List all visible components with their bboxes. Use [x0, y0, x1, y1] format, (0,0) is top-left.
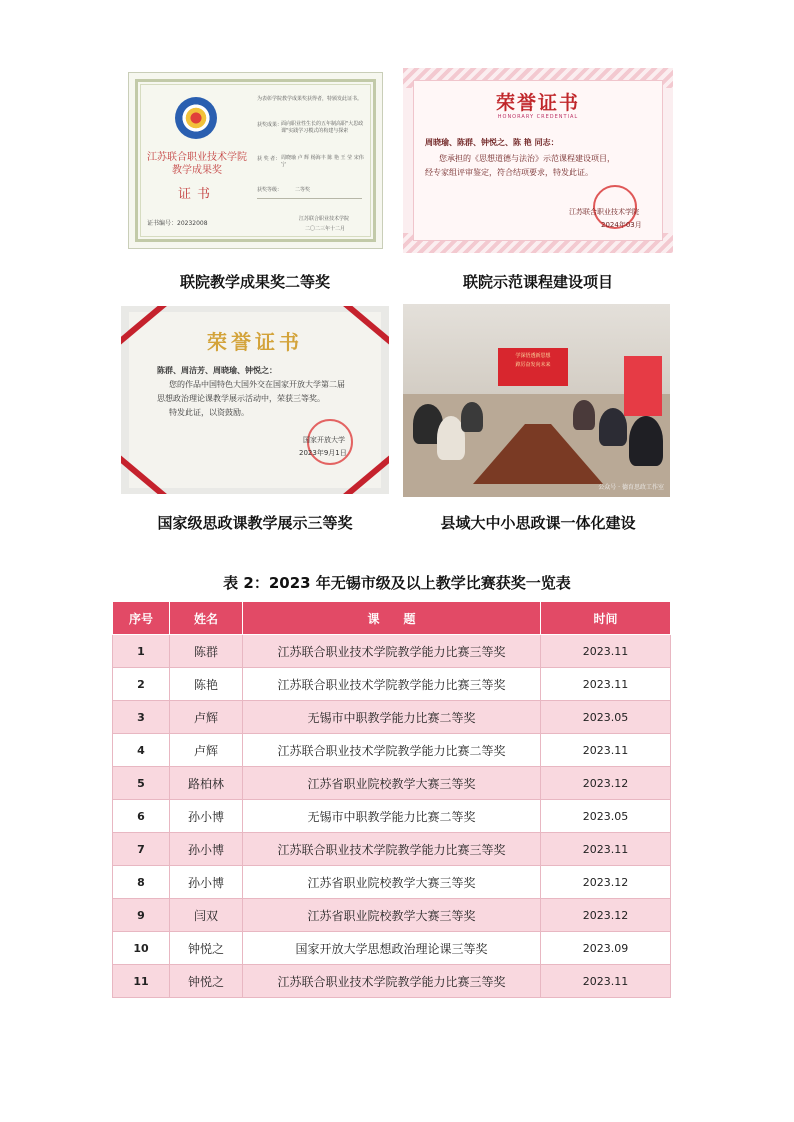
field2-value: 周晓瑜 卢 辉 杨海丰 陈 艳 王 莹 宋伟宁 — [281, 155, 364, 168]
certificate-org — [145, 151, 249, 177]
cell-topic: 国家开放大学思想政治理论课三等奖 — [243, 932, 541, 965]
certificate-date: 二〇二三年十二月 — [305, 226, 346, 232]
cell-no: 2 — [113, 668, 170, 701]
cell-name: 陈群 — [170, 635, 243, 668]
certificate-body-1: 您承担的《思想道德与法治》示范课程建设项目， — [439, 154, 615, 163]
cell-date: 2023.11 — [541, 965, 671, 998]
cell-date: 2023.11 — [541, 668, 671, 701]
cell-date: 2023.11 — [541, 833, 671, 866]
header-topic: 课 题 — [243, 602, 541, 635]
cell-date: 2023.12 — [541, 899, 671, 932]
header-name: 姓名 — [170, 602, 243, 635]
red-standee — [624, 356, 662, 416]
photo-watermark: 公众号 · 德育思政工作室 — [598, 484, 664, 491]
demonstration-course-certificate-image — [403, 68, 673, 253]
cell-no: 11 — [113, 965, 170, 998]
cell-topic: 江苏省职业院校教学大赛三等奖 — [243, 866, 541, 899]
cell-name: 陈艳 — [170, 668, 243, 701]
certificate-names: 周晓瑜、陈群、钟悦之、陈 艳 同志： — [425, 138, 559, 147]
table-row — [113, 734, 671, 767]
certificate-title: 荣誉证书 — [207, 330, 303, 354]
image-caption-1: 联院教学成果奖二等奖 — [179, 273, 330, 291]
cell-topic: 江苏联合职业技术学院教学能力比赛三等奖 — [243, 965, 541, 998]
table-row — [113, 866, 671, 899]
cell-name: 卢辉 — [170, 734, 243, 767]
table-row — [113, 668, 671, 701]
table-row — [113, 800, 671, 833]
table-row — [113, 701, 671, 734]
teaching-achievement-certificate-image — [128, 72, 383, 249]
cell-no: 1 — [113, 635, 170, 668]
certificate-body-2: 经专家组评审鉴定，符合结项要求，特发此证。 — [425, 168, 593, 177]
certificate-date: 2023年9月1日 — [299, 449, 347, 457]
cell-topic: 江苏联合职业技术学院教学能力比赛二等奖 — [243, 734, 541, 767]
cell-topic: 江苏省职业院校教学大赛三等奖 — [243, 767, 541, 800]
awards-table-body — [113, 635, 671, 998]
table-row — [113, 635, 671, 668]
table-row — [113, 932, 671, 965]
cell-name: 孙小博 — [170, 833, 243, 866]
certificate-body-2: 思想政治理论课教学展示活动中，荣获三等奖。 — [157, 394, 325, 403]
cell-date: 2023.05 — [541, 800, 671, 833]
banner-line1: 学深悟透新思想 — [515, 353, 551, 359]
cell-topic: 无锡市中职教学能力比赛二等奖 — [243, 800, 541, 833]
attendee — [461, 402, 483, 432]
table-row — [113, 899, 671, 932]
table-row — [113, 965, 671, 998]
awards-table — [112, 601, 671, 998]
college-logo-icon — [175, 97, 217, 139]
field1-value: 面向职业性生长的五年制高职"大思政课"实践学习模式的构建与探索 — [281, 121, 364, 134]
certificate-title: 荣誉证书 — [495, 92, 580, 114]
certificate-issuer: 江苏联合职业技术学院 — [569, 208, 639, 216]
cell-topic: 无锡市中职教学能力比赛二等奖 — [243, 701, 541, 734]
cell-topic: 江苏省职业院校教学大赛三等奖 — [243, 899, 541, 932]
table-header-row — [113, 602, 671, 635]
certificate-body-3: 特发此证，以资鼓励。 — [169, 408, 249, 417]
cell-no: 4 — [113, 734, 170, 767]
cell-name: 钟悦之 — [170, 932, 243, 965]
seminar-photo-image — [403, 304, 670, 497]
cell-no: 3 — [113, 701, 170, 734]
certificate-body-1: 您的作品中国特色大国外交在国家开放大学第二届 — [169, 380, 345, 389]
cell-topic: 江苏联合职业技术学院教学能力比赛三等奖 — [243, 833, 541, 866]
certificate-subtitle: HONORARY CREDENTIAL — [497, 114, 579, 120]
certificate-desc: 为表彰学院教学成果奖获得者，特颁发此证书。 — [257, 96, 363, 102]
attendee — [599, 408, 627, 446]
field3-label: 获奖等级： — [257, 187, 283, 193]
image-caption-4: 县域大中小思政课一体化建设 — [440, 514, 636, 532]
cell-date: 2023.12 — [541, 767, 671, 800]
header-date: 时间 — [541, 602, 671, 635]
table-title: 表 2：2023 年无锡市级及以上教学比赛获奖一览表 — [223, 574, 571, 592]
cell-no: 6 — [113, 800, 170, 833]
certificate-names: 陈群、周洁芳、周晓瑜、钟悦之： — [157, 366, 277, 375]
cell-name: 孙小博 — [170, 866, 243, 899]
cell-no: 10 — [113, 932, 170, 965]
cell-no: 5 — [113, 767, 170, 800]
attendee — [629, 416, 663, 466]
cell-name: 卢辉 — [170, 701, 243, 734]
cell-topic: 江苏联合职业技术学院教学能力比赛三等奖 — [243, 635, 541, 668]
cell-date: 2023.12 — [541, 866, 671, 899]
attendee — [573, 400, 595, 430]
table-row — [113, 833, 671, 866]
header-no: 序号 — [113, 602, 170, 635]
image-caption-2: 联院示范课程建设项目 — [462, 273, 613, 291]
certificate-title: 证书 — [177, 187, 216, 202]
cell-name: 路柏林 — [170, 767, 243, 800]
cell-no: 8 — [113, 866, 170, 899]
org-line1: 江苏联合职业技术学院 — [147, 152, 247, 163]
org-line2: 教学成果奖 — [172, 165, 222, 176]
national-teaching-award-certificate-image — [121, 306, 389, 494]
cell-date: 2023.09 — [541, 932, 671, 965]
banner-line2: 踔厉奋发向未来 — [515, 362, 551, 368]
field1-label: 获奖成果： — [257, 122, 283, 128]
certificate-number: 证书编号：20232008 — [147, 220, 208, 227]
divider — [257, 198, 362, 199]
cell-date: 2023.11 — [541, 734, 671, 767]
cell-no: 7 — [113, 833, 170, 866]
cell-no: 9 — [113, 899, 170, 932]
certificate-issuer: 国家开放大学 — [303, 436, 345, 444]
cell-name: 钟悦之 — [170, 965, 243, 998]
table-row — [113, 767, 671, 800]
certificate-date: 2024年03月 — [601, 221, 642, 229]
field3-value: 二等奖 — [295, 187, 311, 193]
banner-text — [498, 352, 568, 370]
certificate-issuer: 江苏联合职业技术学院 — [299, 216, 350, 222]
cell-name: 孙小博 — [170, 800, 243, 833]
cell-date: 2023.11 — [541, 635, 671, 668]
image-caption-3: 国家级思政课教学展示三等奖 — [157, 514, 353, 532]
field2-label: 获 奖 者： — [257, 156, 281, 162]
cell-date: 2023.05 — [541, 701, 671, 734]
cell-topic: 江苏联合职业技术学院教学能力比赛三等奖 — [243, 668, 541, 701]
cell-name: 闫双 — [170, 899, 243, 932]
